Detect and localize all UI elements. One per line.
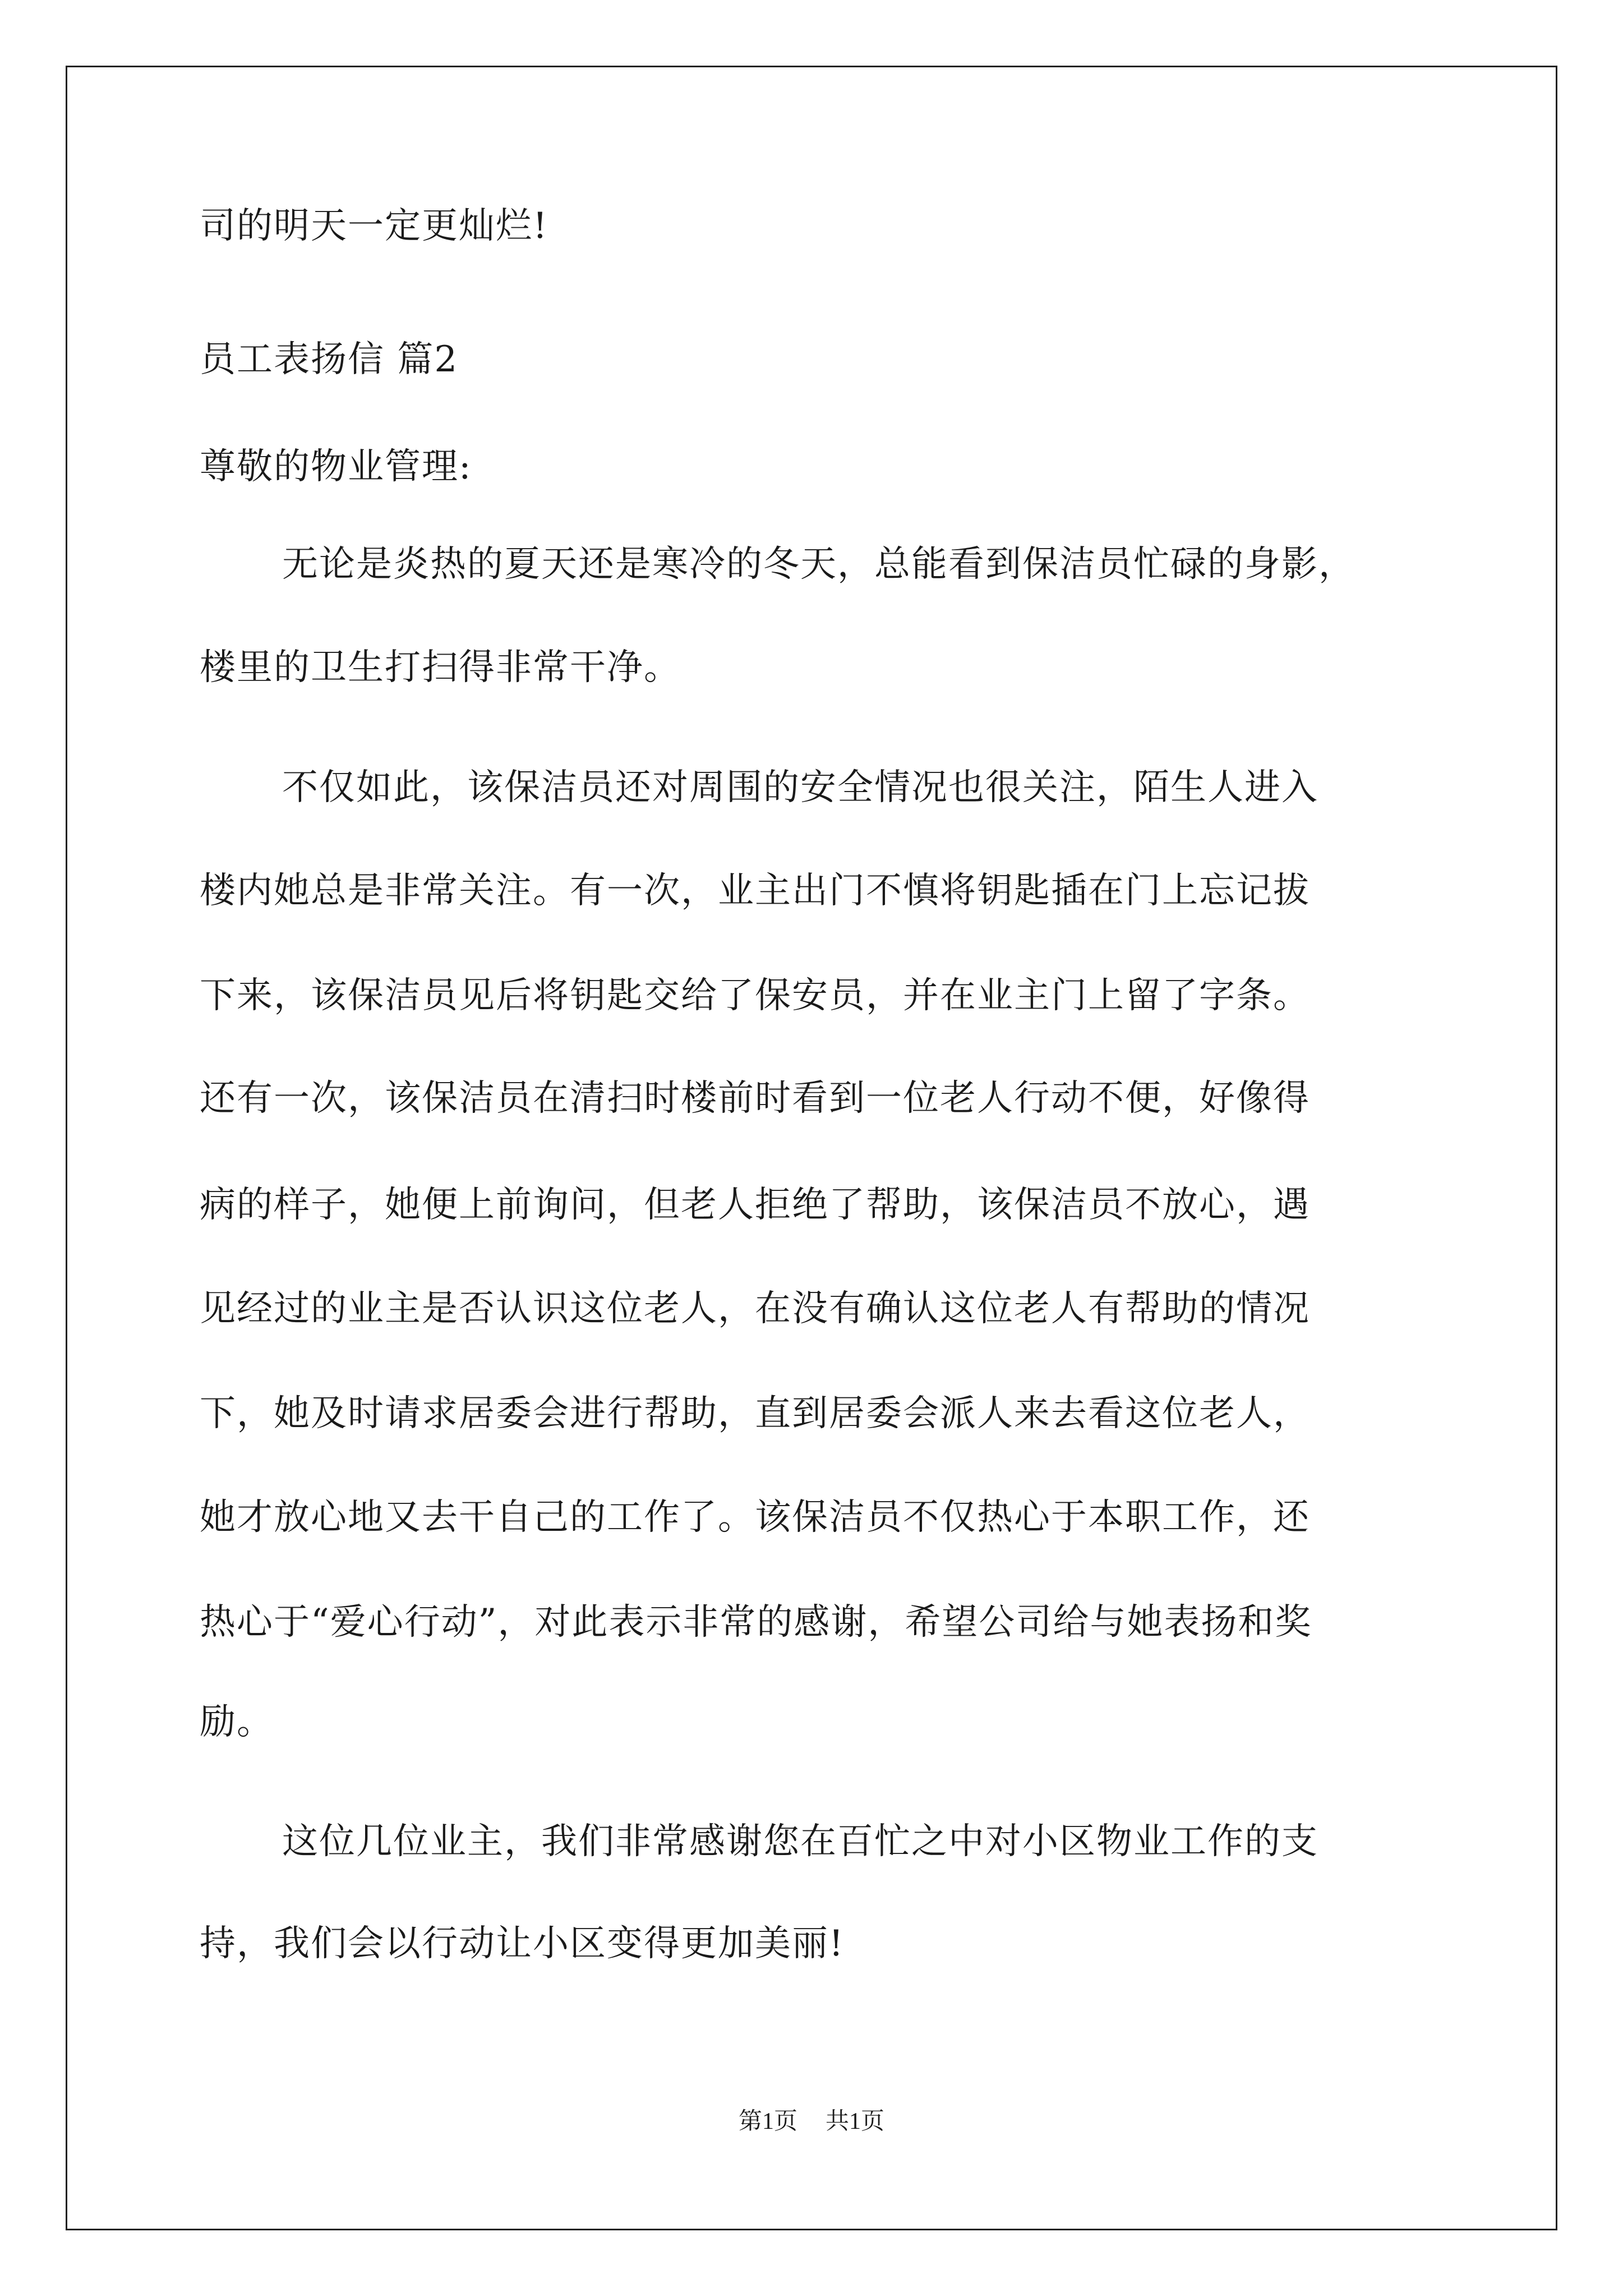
paragraph-2-line-9: 热心于“爱心行动”，对此表示非常的感谢，希望公司给与她表扬和奖: [200, 1602, 1312, 1643]
paragraph-3-line-1: 这位几位业主，我们非常感谢您在百忙之中对小区物业工作的支: [282, 1821, 1318, 1862]
continuation-line: 司的明天一定更灿烂!: [200, 205, 548, 247]
paragraph-2-line-2: 楼内她总是非常关注。有一次，业主出门不慎将钥匙插在门上忘记拔: [200, 870, 1310, 912]
paragraph-2-line-4: 还有一次，该保洁员在清扫时楼前时看到一位老人行动不便，好像得: [200, 1078, 1310, 1119]
paragraph-2-line-10: 励。: [200, 1701, 274, 1743]
paragraph-1-line-1: 无论是炎热的夏天还是寒冷的冬天，总能看到保洁员忙碌的身影，: [282, 544, 1355, 585]
section-heading: 员工表扬信 篇2: [200, 339, 459, 380]
paragraph-3-line-2: 持，我们会以行动让小区变得更加美丽!: [200, 1923, 845, 1964]
paragraph-2-line-1: 不仅如此，该保洁员还对周围的安全情况也很关注，陌生人进入: [282, 767, 1318, 808]
paragraph-2-line-3: 下来，该保洁员见后将钥匙交给了保安员，并在业主门上留了字条。: [200, 975, 1310, 1016]
paragraph-2-line-8: 她才放心地又去干自己的工作了。该保洁员不仅热心于本职工作，还: [200, 1497, 1310, 1538]
paragraph-1-line-2: 楼里的卫生打扫得非常干净。: [200, 647, 681, 688]
paragraph-2-line-5: 病的样子，她便上前询问，但老人拒绝了帮助，该保洁员不放心，遇: [200, 1184, 1310, 1226]
paragraph-2-line-6: 见经过的业主是否认识这位老人，在没有确认这位老人有帮助的情况: [200, 1288, 1310, 1329]
page-footer: [0, 2105, 1623, 2138]
page-number: 第1页: [738, 2109, 797, 2134]
page-total: 共1页: [826, 2109, 885, 2134]
paragraph-2-line-7: 下，她及时请求居委会进行帮助，直到居委会派人来去看这位老人，: [200, 1393, 1310, 1434]
page-border: [66, 66, 1557, 2230]
salutation: 尊敬的物业管理:: [200, 446, 472, 487]
